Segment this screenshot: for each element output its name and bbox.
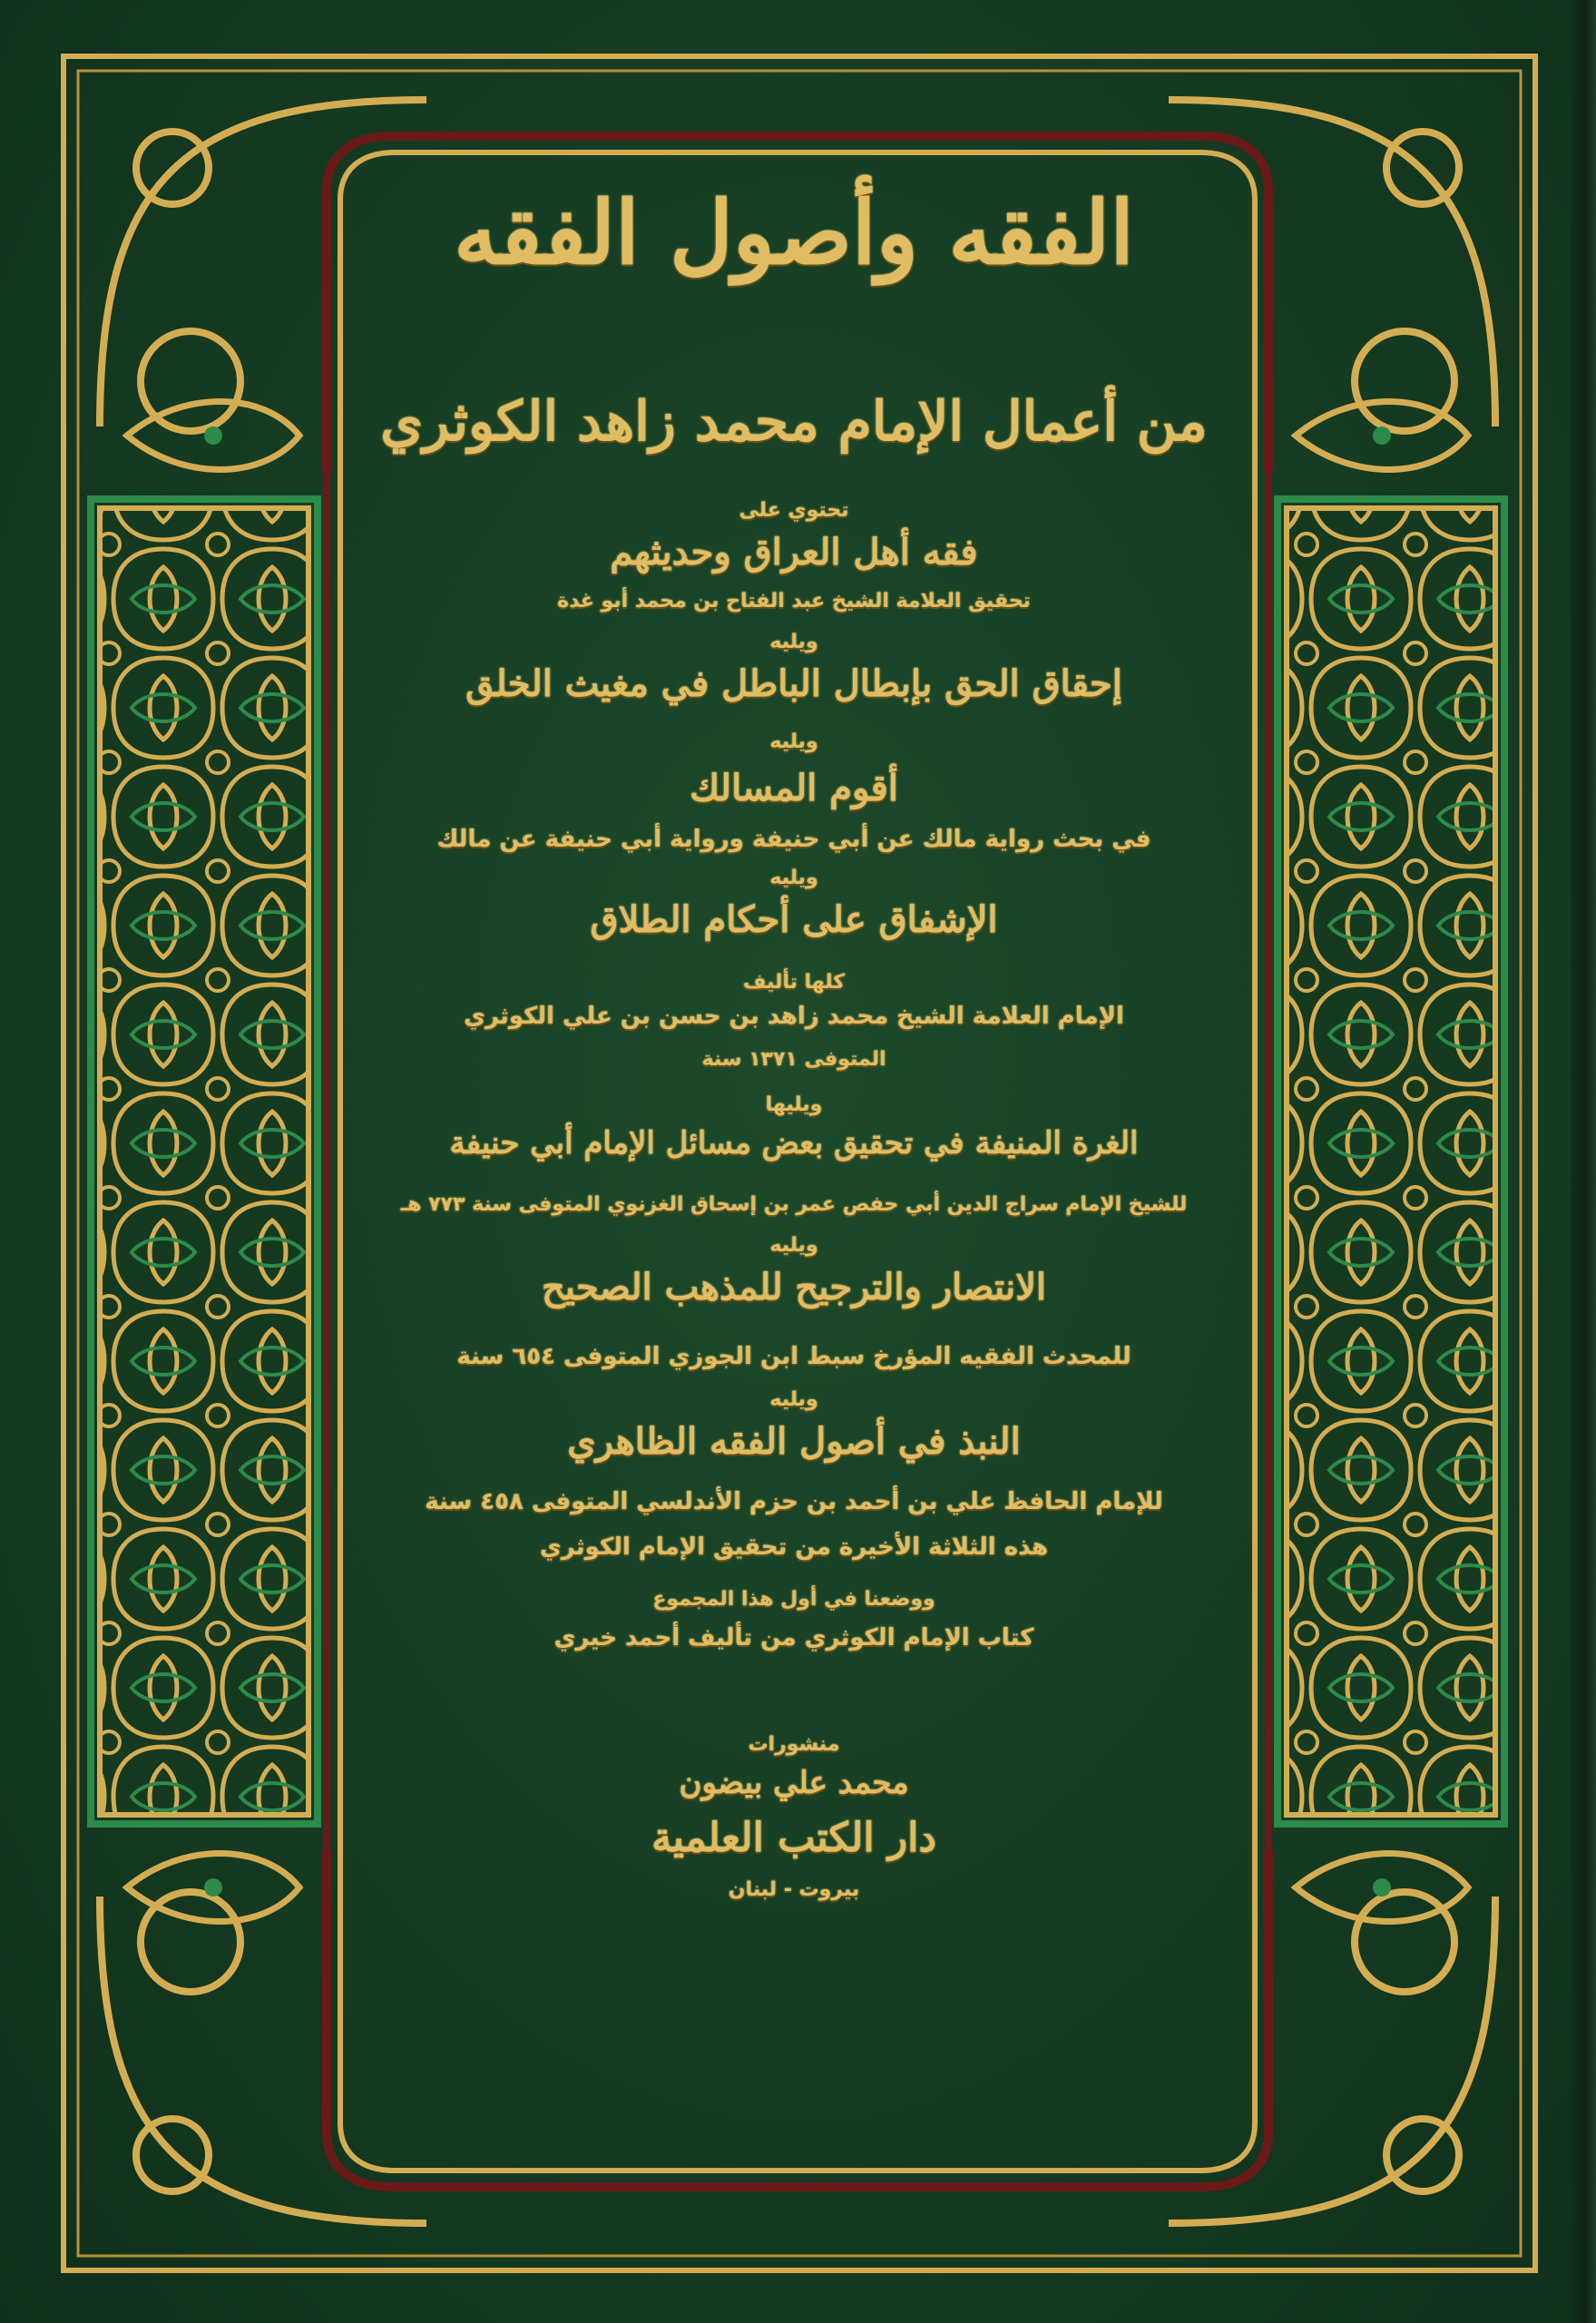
- work5-note: للشيخ الإمام سراج الدين أبي حفص عمر بن إسحاق الغزنوي المتوفى سنة ٧٧٣ هـ: [400, 1193, 1188, 1216]
- author-line: الإمام العلامة الشيخ محمد زاهد بن حسن بن علي الكوثري: [464, 1003, 1124, 1030]
- intro-note: ووضعنا في أول هذا المجموع: [652, 1588, 935, 1611]
- and-after-3: ويليه: [769, 867, 818, 889]
- publisher-person: محمد علي بيضون: [679, 1765, 909, 1801]
- publisher-city: بيروت - لبنان: [728, 1878, 860, 1901]
- work7-note: للإمام الحافظ علي بن أحمد بن حزم الأندلسي المتوفى ٤٥٨ سنة: [425, 1488, 1163, 1515]
- work1-note: تحقيق العلامة الشيخ عبد الفتاح بن محمد أبو غدة: [557, 590, 1031, 613]
- work6-note: للمحدث الفقيه المؤرخ سبط ابن الجوزي المتوفى ٦٥٤ سنة: [456, 1343, 1131, 1370]
- publisher-house: دار الكتب العلمية: [651, 1815, 936, 1861]
- and-after-1: ويليه: [769, 631, 818, 653]
- work4-title: الإشفاق على أحكام الطلاق: [590, 898, 998, 941]
- author-death: المتوفى ١٣٧١ سنة: [701, 1048, 886, 1071]
- book-subtitle: من أعمال الإمام محمد زاهد الكوثري: [380, 390, 1208, 454]
- and-after-6: ويليه: [769, 1388, 818, 1411]
- work3-title: أقوم المسالك: [690, 767, 898, 809]
- publisher-intro: منشورات: [748, 1733, 840, 1756]
- title-panel: [358, 172, 1229, 2169]
- intro-book: كتاب الإمام الكوثري من تأليف أحمد خيري: [553, 1624, 1034, 1652]
- book-title: الفقه وأصول الفقه: [454, 181, 1134, 284]
- work2-title: إحقاق الحق بإبطال الباطل في مغيث الخلق: [465, 662, 1122, 705]
- last-three-note: هذه الثلاثة الأخيرة من تحقيق الإمام الكوثري: [539, 1534, 1049, 1561]
- and-after-4: ويليها: [765, 1093, 823, 1116]
- work3-note: في بحث رواية مالك عن أبي حنيفة ورواية أبي حنيفة عن مالك: [436, 826, 1151, 853]
- work5-title: الغرة المنيفة في تحقيق بعض مسائل الإمام أبي حنيفة: [449, 1125, 1139, 1162]
- authorship-intro: كلها تأليف: [742, 971, 846, 994]
- and-after-5: ويليه: [769, 1234, 818, 1257]
- work1-title: فقه أهل العراق وحديثهم: [610, 531, 978, 573]
- work6-title: الانتصار والترجيح للمذهب الصحيح: [541, 1266, 1047, 1309]
- contains-label: تحتوي على: [739, 499, 849, 522]
- work7-title: النبذ في أصول الفقه الظاهري: [567, 1420, 1021, 1463]
- and-after-2: ويليه: [769, 730, 818, 753]
